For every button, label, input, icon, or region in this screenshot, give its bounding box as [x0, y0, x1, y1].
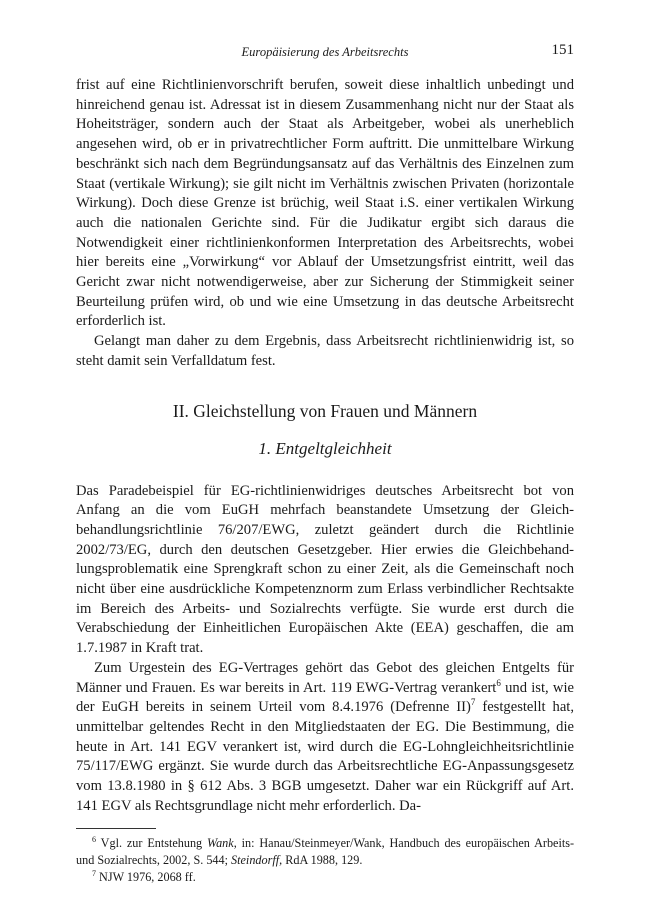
text-run: festgestellt hat, unmittelbar geltendes Recht in den Mitgliedstaaten der EG. Die Bestimmung, die heute in Art. 141 EGV verankert ist, wird durch die EG-Lohngleichheitsrichtlinie 75/117/EWG ergänzt. Sie wurde durch das Arbeitsrechtliche EG-Anpassungsgesetz vom 13.8.1980 in § 612 Abs. 3 BGB umgesetzt. Daher war ein Rückgriff auf Art. 141 EGV als Rechtsgrundlage nicht mehr erforderlich. Da-	[76, 699, 574, 814]
text-run: NJW 1976, 2068 ff.	[99, 870, 196, 884]
text-run: und ist, wie der EuGH bereits in seinem Urteil vom 8.4.1976 (Defrenne II)	[76, 679, 574, 716]
subsection-heading: 1. Entgeltgleichheit	[258, 438, 392, 458]
text-run: RdA 1988, 129.	[282, 853, 363, 867]
main-text	[76, 76, 574, 817]
footnote-mark: 7	[92, 869, 96, 878]
paragraph-conclusion: Gelangt man daher zu dem Ergebnis, dass Arbeitsrecht richtlinienwidrig ist, so steht damit sein Verfalldatum fest.	[76, 333, 574, 369]
footnote-7	[76, 869, 574, 886]
section-heading: II. Gleichstellung von Frauen und Männern	[172, 400, 478, 421]
paragraph-continuation: frist auf eine Richtlinienvorschrift berufen, soweit diese inhaltlich unbedingt und hinreichend genau ist. Adressat ist in diesem Zusammenhang nicht nur der Staat als Hoheitsträger, sondern auch der Staat als Arbeitgeber, wobei als unerheblich angesehen wird, ob er in privatrechtlicher Form auftritt. Die unmittelbare Wirkung beschränkt sich nach dem Begründungsansatz auf das Verhältnis des Einzelnen zum Staat (vertikale Wirkung); sie gilt nicht im Verhältnis zwischen Privaten (horizontale Wirkung). Doch diese Grenze ist brüchig, weil Staat i.S. einer vertikalen Wirkung auch die nationalen Gerichte sind. Für die Judikatur ergibt sich daraus die Notwendigkeit einer richtlinienkonformen Interpretation des Arbeitsrechts, wobei hier bereits eine „Vorwirkung“ vor Ablauf der Umsetzungsfrist eintritt, weil das Gericht zwar nicht notwendigerweise, aber zur Sicherung der Stimmigkeit seiner Beurteilung prüfen wird, ob und wie eine Umsetzung in das deutsche Arbeitsrecht erforderlich ist.	[76, 77, 574, 330]
running-head	[76, 42, 574, 62]
page-number: 151	[551, 42, 574, 58]
text-run: Vgl. zur Entstehung	[100, 836, 208, 850]
author-name: Steindorff,	[231, 853, 283, 867]
footnote-ref-7[interactable]: 7	[470, 697, 476, 708]
footnote-ref-6[interactable]: 6	[496, 677, 501, 688]
footnotes	[76, 828, 574, 886]
text-run: Zum Urgestein des EG-Vertrages gehört das Gebot des gleichen Entgelts für Männer und Frauen. Es war bereits in Art. 119 EWG-Vertrag verankert	[76, 659, 574, 696]
paragraph-urgestein	[76, 659, 574, 817]
footnote-mark: 6	[92, 835, 96, 844]
running-title: Europäisierung des Arbeitsrechts	[241, 45, 409, 59]
paragraph-paradebeispiel: Das Paradebeispiel für EG-richtlinienwidriges deutsches Arbeitsrecht bot von Anfang an die vom EuGH mehrfach beanstandete Umsetzung der Gleichbehandlungsrichtlinie 76/207/EWG, zuletzt geändert durch die Richtlinie 2002/73/EG, durch den deutschen Gesetzgeber. Hier erwies die Gleichbehandlungsproblematik eine Sprengkraft schon zu einer Zeit, als die Gemeinschaft noch nicht über eine ausdrückliche Kompetenznorm zum Erlass verbindlicher Rechtsakte im Bereich des Arbeits- und Sozialrechts verfügte. Sie wurde erst durch die Verabschiedung der Einheitlichen Europäischen Akte (EEA) geschaffen, die am 1.7.1987 in Kraft trat.	[76, 482, 574, 657]
footnote-6	[76, 835, 574, 869]
text-run: , in: Hanau/Steinmeyer/Wank, Handbuch des europäischen Arbeits- und Sozialrechts, 2002, S. 544;	[76, 836, 575, 867]
author-name: Wank	[207, 836, 234, 850]
footnote-rule	[76, 828, 156, 829]
